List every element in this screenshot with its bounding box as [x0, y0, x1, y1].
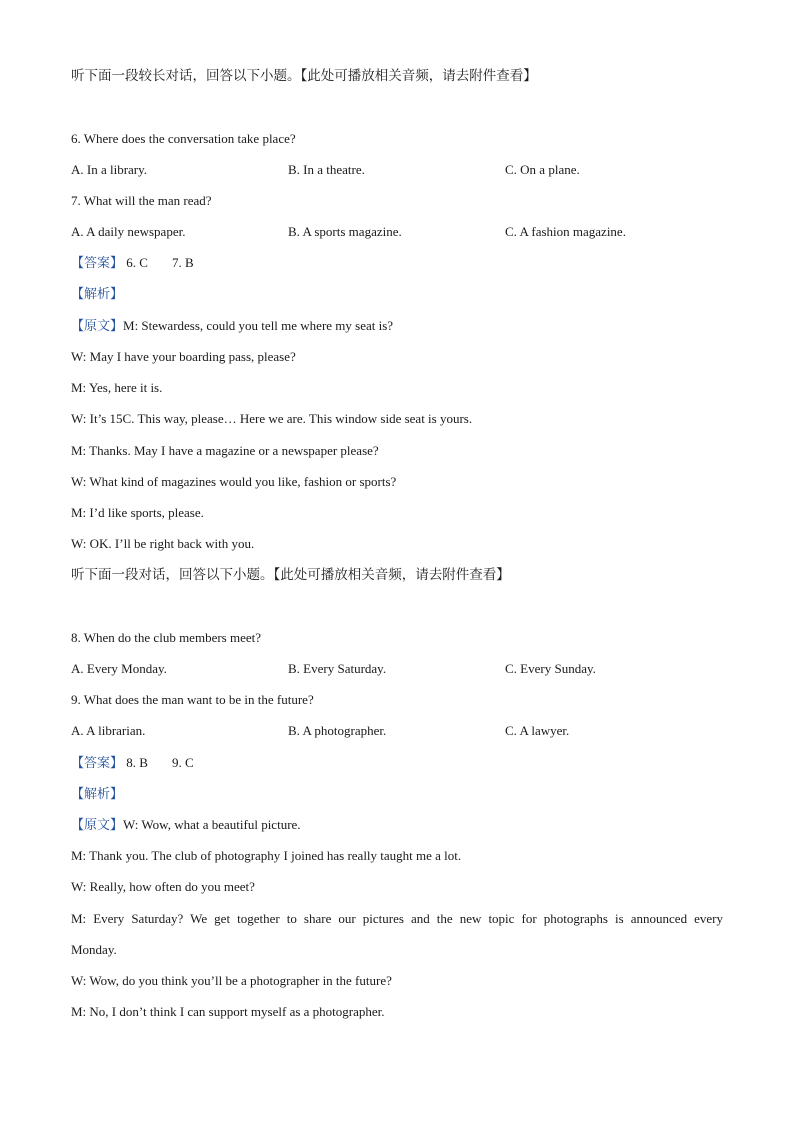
question-8-option-a: A. Every Monday.: [71, 661, 167, 676]
transcript-line: M: Thanks. May I have a magazine or a newspaper please?: [71, 443, 379, 458]
analysis-tag: 【解析】: [71, 787, 124, 802]
transcript-line: W: Really, how often do you meet?: [71, 879, 255, 894]
transcript-line: M: No, I don’t think I can support myself as a photographer.: [71, 1004, 385, 1019]
question-9-option-c: C. A lawyer.: [505, 723, 570, 738]
transcript-line: M: Thank you. The club of photography I joined has really taught me a lot.: [71, 848, 462, 863]
question-8-stem: 8. When do the club members meet?: [71, 630, 262, 645]
analysis-line-2: [71, 786, 123, 803]
transcript-line: W: OK. I’ll be right back with you.: [71, 536, 255, 551]
transcript-line: M: Yes, here it is.: [71, 380, 163, 395]
transcript-line: W: What kind of magazines would you like, fashion or sports?: [71, 474, 397, 489]
transcript-line: M: Every Saturday? We get together to share our pictures and the new topic for photographs is announced every: [71, 911, 723, 926]
question-8-option-c: C. Every Sunday.: [505, 661, 596, 676]
answer-value: 6. C: [126, 255, 148, 270]
transcript-line: [71, 817, 301, 834]
question-7-option-c: C. A fashion magazine.: [505, 224, 626, 239]
question-7-option-b: B. A sports magazine.: [288, 224, 402, 239]
question-7-option-a: A. A daily newspaper.: [71, 224, 186, 239]
section1-instruction: 听下面一段较长对话，回答以下小题。【此处可播放相关音频，请去附件查看】: [71, 68, 537, 84]
question-7-stem: 7. What will the man read?: [71, 193, 212, 208]
transcript-text: W: Wow, what a beautiful picture.: [123, 817, 301, 832]
answer-value: 9. C: [171, 755, 194, 770]
analysis-line-1: [71, 286, 123, 303]
question-6-stem: 6. Where does the conversation take place?: [71, 131, 296, 146]
transcript-text: M: Stewardess, could you tell me where my seat is?: [123, 318, 394, 333]
question-9-option-a: A. A librarian.: [71, 723, 146, 738]
original-tag: 【原文】: [71, 319, 124, 334]
question-9-option-b: B. A photographer.: [288, 723, 387, 738]
answer-tag: 【答案】: [71, 756, 124, 771]
answer-line-1: [71, 255, 194, 272]
transcript-line: W: It’s 15C. This way, please… Here we are. This window side seat is yours.: [71, 411, 473, 426]
analysis-tag: 【解析】: [71, 287, 124, 302]
question-9-stem: 9. What does the man want to be in the future?: [71, 692, 314, 707]
question-8-option-b: B. Every Saturday.: [288, 661, 387, 676]
transcript-line: M: I’d like sports, please.: [71, 505, 204, 520]
answer-value: 7. B: [171, 255, 194, 270]
transcript-line: Monday.: [71, 942, 117, 957]
original-tag: 【原文】: [71, 818, 124, 833]
transcript-line: W: May I have your boarding pass, please?: [71, 349, 296, 364]
answer-value: 8. B: [126, 755, 148, 770]
question-6-option-b: B. In a theatre.: [288, 162, 365, 177]
answer-line-2: [71, 755, 194, 772]
question-6-option-a: A. In a library.: [71, 162, 148, 177]
question-6-option-c: C. On a plane.: [505, 162, 580, 177]
section2-instruction: 听下面一段对话，回答以下小题。【此处可播放相关音频，请去附件查看】: [71, 567, 510, 583]
transcript-line: [71, 318, 393, 335]
answer-tag: 【答案】: [71, 256, 124, 271]
transcript-line: W: Wow, do you think you’ll be a photographer in the future?: [71, 973, 392, 988]
